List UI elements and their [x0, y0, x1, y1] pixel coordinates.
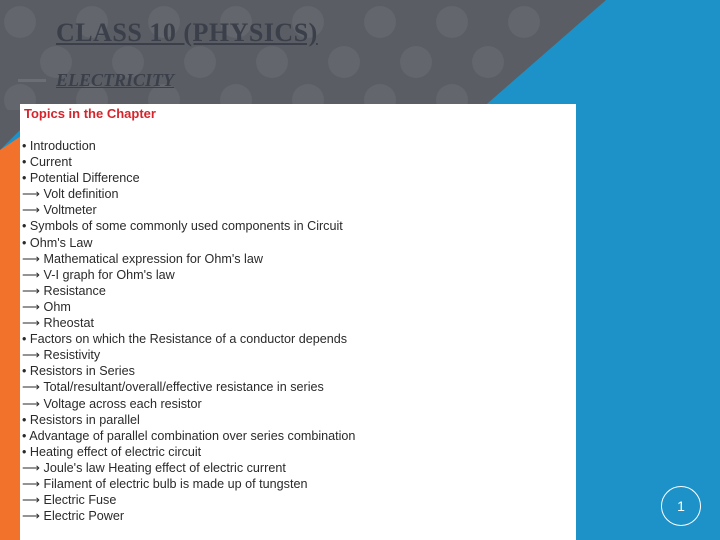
page-number: 1	[677, 498, 685, 514]
topic-item: • Ohm's Law	[22, 235, 93, 250]
topics-heading: Topics in the Chapter	[24, 106, 156, 121]
topic-item: ⟶ Mathematical expression for Ohm's law	[22, 251, 263, 266]
topic-item: ⟶ Volt definition	[22, 187, 119, 202]
topic-item: ⟶ Electric Power	[22, 509, 125, 524]
topic-item: • Resistors in parallel	[22, 412, 140, 427]
topic-item: • Factors on which the Resistance of a conductor depends	[22, 332, 348, 347]
topic-item: ⟶ Filament of electric bulb is made up of tungsten	[22, 476, 308, 491]
slide-title: CLASS 10 (PHYSICS)	[56, 18, 318, 47]
topic-item: • Advantage of parallel combination over series combination	[22, 428, 356, 443]
page-number-badge	[661, 486, 701, 526]
topic-item: • Potential Difference	[22, 171, 140, 186]
topics-list	[22, 138, 355, 524]
topic-item: ⟶ Total/resultant/overall/effective resistance in series	[22, 380, 324, 395]
topic-item: ⟶ Rheostat	[22, 316, 94, 331]
topic-item: ⟶ Electric Fuse	[22, 493, 117, 508]
slide-subtitle: ELECTRICITY	[56, 70, 175, 90]
topic-item: ⟶ Resistivity	[22, 348, 101, 363]
topic-item: • Symbols of some commonly used components in Circuit	[22, 219, 343, 234]
topic-item: ⟶ Joule's law Heating effect of electric current	[22, 460, 286, 475]
topic-item: • Resistors in Series	[22, 364, 135, 379]
topic-item: ⟶ Voltmeter	[22, 203, 97, 218]
topic-item: • Heating effect of electric circuit	[22, 444, 202, 459]
topic-item: • Current	[22, 155, 72, 170]
topic-item: ⟶ Ohm	[22, 299, 71, 314]
topics-image	[20, 104, 576, 540]
topic-item: • Introduction	[22, 139, 96, 153]
title-dash-decoration	[18, 79, 46, 82]
topic-item: ⟶ Resistance	[22, 283, 106, 298]
topic-item: ⟶ V-I graph for Ohm's law	[22, 267, 175, 282]
topic-item: ⟶ Voltage across each resistor	[22, 396, 202, 411]
